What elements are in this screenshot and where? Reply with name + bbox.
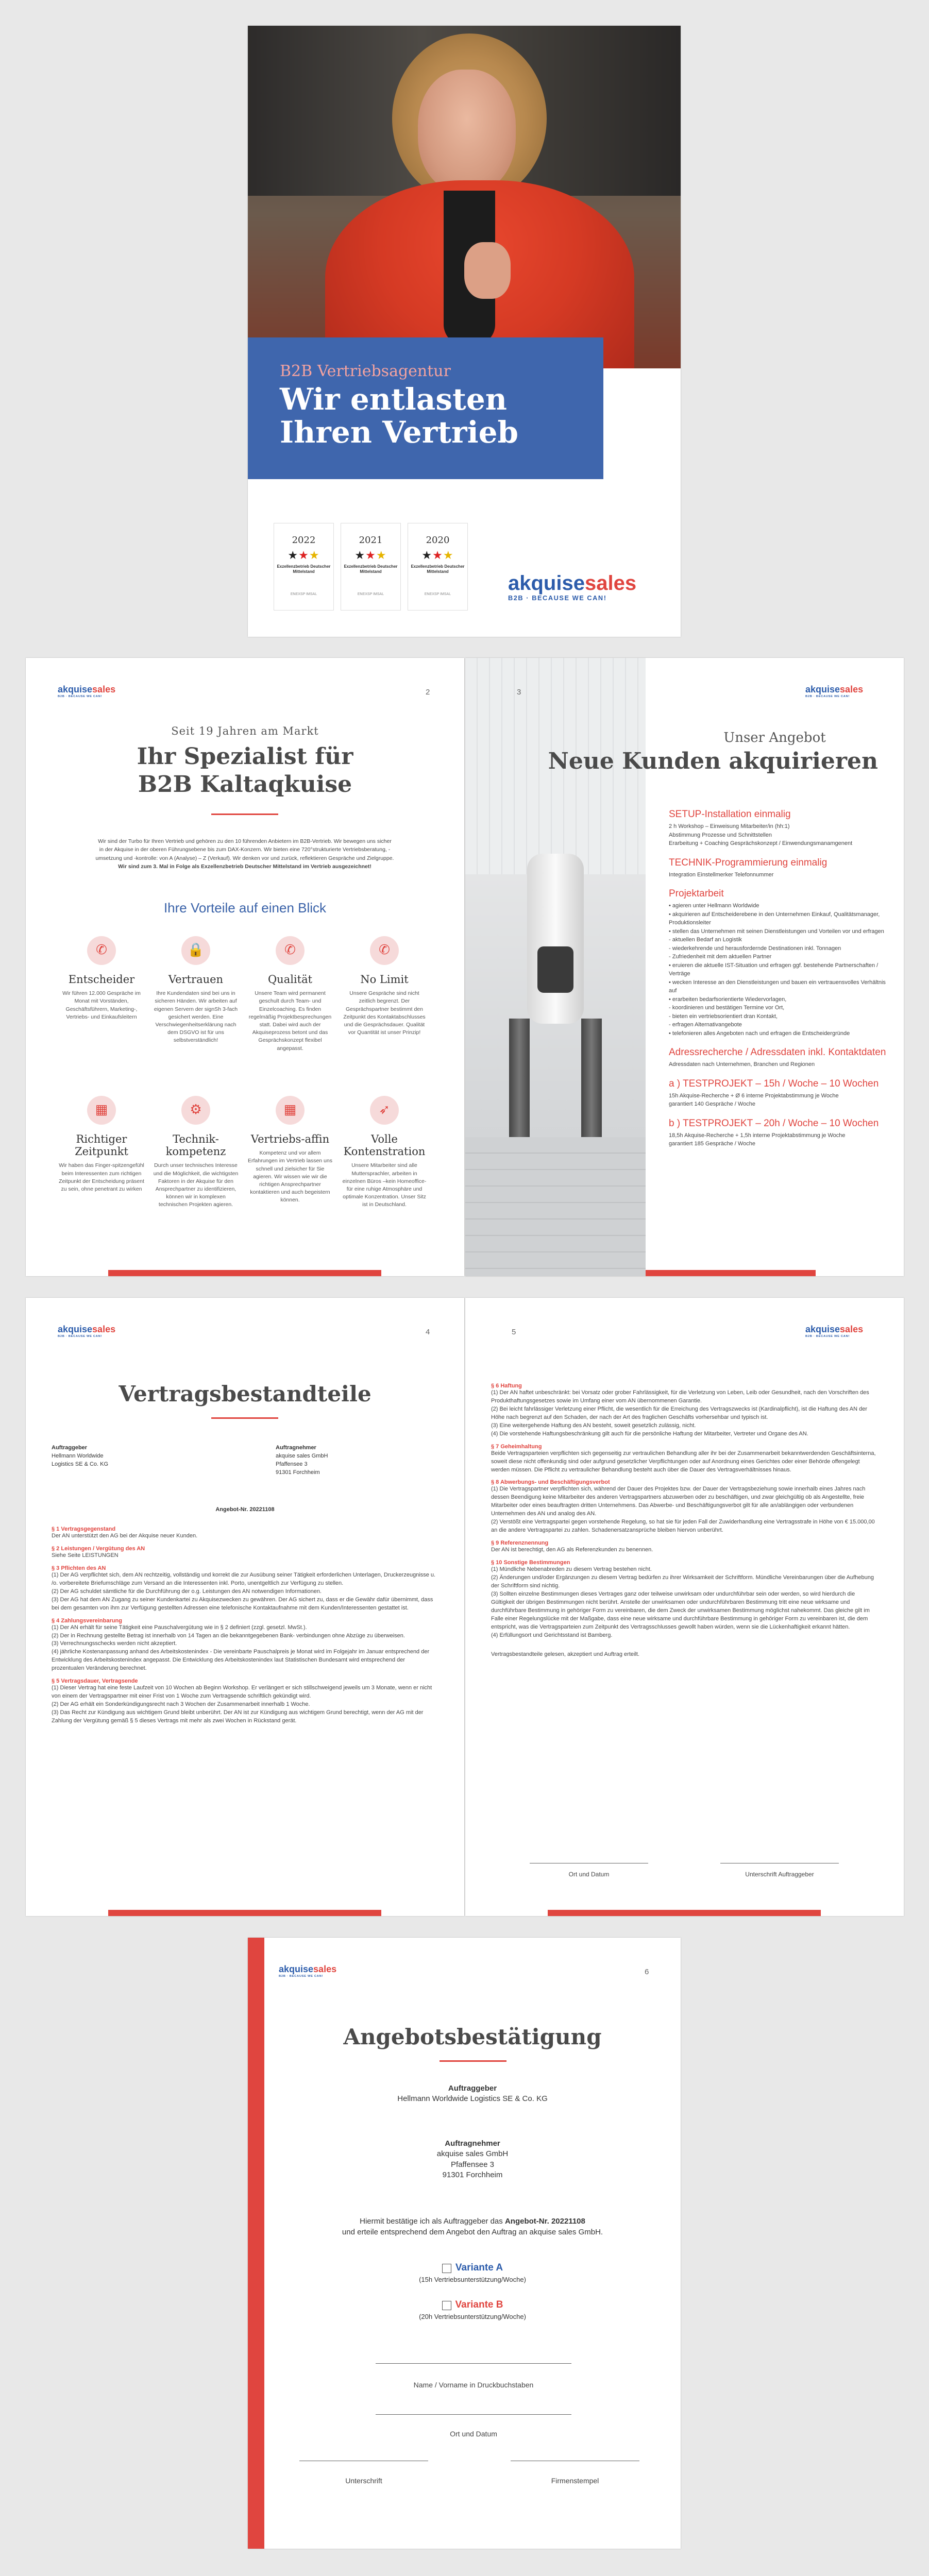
place-date-label: Ort und Datum [450,2430,497,2438]
section-kicker: Unser Angebot [723,730,826,745]
advantage-vertriebsaffin: ▦ Vertriebs-affin Kompetenz und vor allem Erfahrungen im Vertrieb lassen uns schnell und zielsicher für Sie agieren. Wir wissen wie wir die richtigen Ansprechpartner kontaktieren und auch begeistern können. [246,1096,334,1205]
client-block: Auftraggeber Hellmann Worldwide Logistics SE & Co. KG [397,2084,548,2104]
award-badge-2021: 2021 ★★★ Exzellenzbetrieb Deutscher Mittelstand ENEXSP IMSAL [341,523,401,611]
signature-label: Unterschrift [345,2477,382,2485]
client-block: Auftraggeber Hellmann Worldwide Logistics SE & Co. KG [52,1445,109,1467]
footer-bar [108,1270,381,1276]
contract-sections: § 6 Haftung (1) Der AN haftet unbeschränkt: bei Vorsatz oder grober Fahrlässigkeit, für die Verletzung von Leben, Leib oder Gesundheit, nach den Vorschriften des Produkthaftungsgesetzes sowie im Umfang einer vom AN übernommenen Garantie. (2) Bei leicht fahrlässiger Verletzung einer Pflicht, die wesentlich für die Erreichung des Vertragszwecks ist (Kardinalpflicht), ist die Haftung des AN der Höhe nach begrenzt auf den Schaden, der nach der Art des fraglichen Geschäfts vorhersehbar und typisch ist. (3) Eine weitergehende Haftung des AN besteht, soweit gesetzlich zulässig, nicht. (4) Die vorstehende Haftungsbeschränkung gilt auch für die persönliche Haftung der Mitarbeiter, Vertreter und Organe des AN. § 7 Geheimhaltung Beide Vertragsparteien verpflichten sich gegenseitig zur vertraulichen Behandlung aller ihr bei der Zusammenarbeit bekanntwerdenden Geschäftsinterna, soweit diese nicht offenkundig sind oder aufgrund gesetzlicher Verpflichtungen oder auf Anordnung eines Gerichtes oder einer Behörde offengelegt werden müssen. Die Pflicht zu vertraulicher Behandlung besteht auch über die Dauer des Vertragsverhältnisses hinaus. § 8 Abwerbungs- und Beschäftigungsverbot (1) Die Vertragspartner verpflichten sich, während der Dauer des Projektes bzw. der Dauer der Vertragsbeziehung sowie innerhalb eines Jahres nach dessen Beendigung keine Mitarbeiter des anderen Vertragspartners abzuwerben oder zu beschäftigen, und zwar gleichgültig ob als Angestellte, freie Mitarbeiter oder eines beauftragten dritten Unternehmens. Das Abwerbe- und Beschäftigungsverbot gilt für alle an/ablängigen oder verbundenen Unternehmen des AN und analog des AN. (2) Verstößt eine Vertragspartei gegen vorstehende Regelung, so hat sie für jeden Fall der Zuwiderhandlung eine Vertragsstrafe in Höhe von € 15.000,00 an die andere Vertragspartei zu zahlen. Schadenersatzansprüche bleiben hiervon unberührt. § 9 Referenznennung Der AN ist berechtigt, den AG als Referenzkunden zu benennen. § 10 Sonstige Bestimmungen (1) Mündliche Nebenabreden zu diesem Vertrag bestehen nicht. (2) Änderungen und/oder Ergänzungen zu diesem Vertrag bedürfen zu ihrer Wirksamkeit der Schriftform. Mündliche Vereinbarungen über die Aufhebung der Schriftform sind nichtig. (3) Sollten einzelne Bestimmungen dieses Vertrages ganz oder teilweise unwirksam oder undurchführbar sein oder werden, so wird hierdurch die Gültigkeit der übrigen Bestimmungen nicht berührt. Anstelle der unwirksamen oder undurchführbaren Bestimmung tritt eine neue wirksame und durchführbare Bestimmung in gehöriger Form zu vereinbaren, die dem Zweck der unwirksamen Bestimmung möglichst nahekommt. Das gleiche gilt im Falle einer Regelungslücke mit der Maßgabe, dass eine neue wirksame und durchführbare Bestimmung in gehöriger Form zu vereinbaren ist, die dem entspricht, was die Vertragsparteien zum Zeitpunkt des Vertragsschlusses gewollt haben würden, wenn sie die Lückenhaftigkeit erkannt hätten. (4) Erfüllungsort und Gerichtsstand ist Bamberg. Vertragsbestandteile gelesen, akzeptiert und Auftrag erteilt. [491,1378,877,1659]
page-title: Angebotsbestätigung [343,2024,602,2049]
offer-heading: TECHNIK-Programmierung einmalig [669,857,827,868]
variant-b-checkbox[interactable] [442,2301,451,2310]
offer-body: Integration Einstellmerker Telefonnummer [669,871,774,878]
advantage-volle-konzentration: ➶ Volle Kontenstration Unsere Mitarbeiter sind alle Muttersprachler, arbeiten in einzelnen Büros –kein Homeoffice- für eine ruhige Atmosphäre und optimale Konzentration. Unser Sitz ist in Deutschland. [341,1096,428,1209]
advantage-qualitaet: ✆ Qualität Unsere Team wird permanent geschult durch Team- und Einzelcoaching. Es finden regelmäßig Projektbesprechungen statt. Dabei wird auch der Akquiseprozess betont und das Gesprächskonzept flexibel angepasst. [246,936,334,1053]
offer-heading: Projektarbeit [669,888,724,899]
brand-logo: akquisesales B2B · BECAUSE WE CAN! [805,684,864,698]
page-5 [465,1298,904,1916]
title-underline [211,814,278,815]
closing-statement: Vertragsbestandteile gelesen, akzeptiert und Auftrag erteilt. [491,1651,640,1658]
signature-label-client: Unterschrift Auftraggeber [745,1871,814,1878]
cover-photo [248,26,681,368]
place-date-line [376,2414,571,2415]
page-2 [26,658,464,1276]
advantage-no-limit: ✆ No Limit Unsere Gespräche sind nicht zeitlich begrenzt. Der Gesprächspartner bestimmt den Zeitpunkt des Kontaktabschlusses und die Gesprächsdauer. Qualität vor Quantität ist unser Prinzip! [341,936,428,1037]
advantages-heading: Ihre Vorteile auf einen Blick [163,900,327,916]
page-6 [248,1938,681,2549]
brand-logo: akquisesales B2B · BECAUSE WE CAN! [58,1324,116,1338]
page-number: 6 [645,1968,649,1976]
signature-label-place: Ort und Datum [568,1871,610,1878]
cover-headline-line1: Wir entlasten [280,382,507,417]
calendar-icon: ▦ [276,1096,305,1125]
brand-logo: akquisesales B2B · BECAUSE WE CAN! [508,572,637,602]
gear-icon: ⚙ [181,1096,210,1125]
offer-heading: a ) TESTPROJEKT – 15h / Woche – 10 Wochen [669,1078,879,1089]
name-label: Name / Vorname in Druckbuchstaben [413,2381,534,2389]
page-number: 3 [517,688,521,697]
section-kicker: Seit 19 Jahren am Markt [171,725,319,737]
page-title: Vertragsbestandteile [119,1381,371,1406]
contract-sections: § 1 Vertragsgegenstand Der AN unterstützt den AG bei der Akquise neuer Kunden. § 2 Leistungen / Vergütung des AN Siehe Seite LEISTUNGEN § 3 Pflichten des AN (1) Der AG verpflichtet sich, dem AN rechtzeitig, vollständig und korrekt die zur Ausübung seiner Tätigkeit erforderlichen Unterlagen, Druckerzeugnisse u. /o. vorbereitete Briefumschläge zum Versand an die Interessenten inkl. Porto, unentgeltlich zur Verfügung zu stellen. (2) Der AG schuldet sämtliche für die Durchführung der o.g. Leistungen des AN notwendigen Informationen. (3) Der AG hat dem AN Zugang zu seiner Kundenkartei zu Akquisezwecken zu gewähren. Der AG sichert zu, dass er die Gewähr dafür übernimmt, dass bei dem gesamten von ihm zur Verfügung gestellten Adressen eine telefonische Kontaktaufnahme mit dem Kunden/Interessenten gestattet ist. § 4 Zahlungsvereinbarung (1) Der AN erhält für seine Tätigkeit eine Pauschalvergütung wie in § 2 definiert (zzgl. gesetzl. MwSt.). (2) Der in Rechnung gestellte Betrag ist innerhalb von 14 Tagen an die bekanntgegebenen Bank- verbindungen ohne Abzüge zu überweisen. (3) Verrechnungsschecks werden nicht akzeptiert. (4) jährliche Kostenanpassung anhand des Arbeitskostenindex - Die vereinbarte Pauschalpreis je Monat wird im Folgejahr im Januar entsprechend der Entwicklung des Arbeitskostenindex angepasst. Die Entwicklung des Arbeitskostenindex laut Statistischen Bundesamt wird entsprechend der prozentualen Veränderung berechnet. § 5 Vertragsdauer, Vertragsende (1) Dieser Vertrag hat eine feste Laufzeit von 10 Wochen ab Beginn Workshop. Er verlängert er sich stillschweigend jeweils um 3 Monate, wenn er nicht von einem der Vertragspartner mit einer Frist von 1 Woche zum Vertragsende schriftlich gekündigt wird. (2) Der AG erhält ein Sonderkündigungsrecht nach 3 Wochen der Zusammenarbeit innerhalb 1 Woche. (3) Das Recht zur Kündigung aus wichtigem Grund bleibt unberührt. Der AN ist zur Kündigung aus wichtigem Grund berechtigt, wenn der AG mit der Zahlung der Vergütung gemäß § 5 dieses Vertrags mit mehr als zwei Wochen in Rückstand gerät. [52,1526,436,1724]
offer-body: 18,5h Akquise-Recherche + 1,5h interne Projektabstimmung je Woche garantiert 185 Gespräche / Woche [669,1132,846,1147]
contractor-block: Auftragnehmer akquise sales GmbH Pfaffensee 3 91301 Forchheim [276,1445,328,1476]
brand-logo: akquisesales B2B · BECAUSE WE CAN! [805,1324,864,1338]
offer-heading: Adressrecherche / Adressdaten inkl. Kontaktdaten [669,1047,886,1058]
intro-paragraph: Wir sind der Turbo für Ihren Vertrieb und gehören zu den 10 führenden Anbietern im B2B-Vertrieb. Wir bewegen uns sicher in der Akquise in der oberen Führungsebene bis zum DAX-Konzern. Wir bieten eine 720°strukturierte Vertriebsberatung, -umsetzung und -kontrolle: von A (Analyse) – Z (Verkauf). Wir denken vor und zurück, reflektieren Gespräche und Zielgruppe. Wir sind zum 3. Mal in Folge als Exzellenzbetrieb Deutscher Mittelstand im Vertrieb ausgezeichnet! [95,838,394,870]
confirmation-text: Hiermit bestätige ich als Auftraggeber das Angebot-Nr. 20221108 und erteile entsprechend dem Angebot den Auftrag an akquise sales GmbH. [342,2217,603,2236]
page-3 [465,658,904,1276]
name-line [376,2363,571,2364]
offer-list [669,800,890,1148]
award-badge-2022: 2022 ★★★ Exzellenzbetrieb Deutscher Mittelstand ENEXSP IMSAL [274,523,334,611]
stamp-label: Firmenstempel [551,2477,599,2485]
cover-kicker: B2B Vertriebsagentur [280,362,451,380]
offer-body: • agieren unter Hellmann Worldwide • akquirieren auf Entscheiderebene in den Unternehmen Einkauf, Qualitätsmanager, Produktionsleiter • stellen das Unternehmen mit seinen Dienstleistungen und Vorteilen vor und erfragen - aktuellen Bedarf an Logistik - wiederkehrende und herausfordernde Destinationen inkl. Tonnagen - Zufriedenheit mit dem aktuellen Partner • eruieren die aktuelle IST-Situation und erfragen ggf. bestehende Partnerschaften / Verträge • wecken Interesse an den Dienstleistungen und bauen ein vertrauensvolles Verhältnis auf • erarbeiten bedarfsorientierte Wiedervorlagen, - koordinieren und bestätigen Termine vor Ort, - bieten ein vertriebsorientiert dran Kontakt, - erfragen Alternativangebote • telefonieren alles Angeboten nach und erfragen die Entscheidergründe [669,903,886,1037]
page-number: 5 [512,1328,516,1336]
title-underline [440,2060,506,2062]
advantage-vertrauen: 🔒 Vertrauen Ihre Kundendaten sind bei uns in sicheren Händen. Wir arbeiten auf eigenen Servern der signSh 3-fach gesichert werden. Eine Verschwiegenheitserklärung nach dem DSGVO ist für uns selbstverständlich! [152,936,240,1045]
page-title-line1: Ihr Spezialist für [137,743,353,770]
advantage-richtiger-zeitpunkt: ▦ Richtiger Zeitpunkt Wir haben das Finger-spitzengefühl beim Interessenten zum richtigen Zeitpunkt der Entscheidung präsent zu sein, ohne penetrant zu wirken [58,1096,145,1193]
award-badge-2020: 2020 ★★★ Exzellenzbetrieb Deutscher Mittelstand ENEXSP IMSAL [408,523,468,611]
cover-title-box [248,337,603,479]
variant-b-option[interactable]: Variante B (20h Vertriebsunterstützung/Woche) [419,2299,526,2320]
brand-logo: akquisesales B2B · BECAUSE WE CAN! [279,1964,337,1978]
footer-bar [548,1910,821,1916]
offer-body: Adressdaten nach Unternehmen, Branchen und Regionen [669,1061,815,1067]
offer-heading: b ) TESTPROJEKT – 20h / Woche – 10 Wochen [669,1117,879,1129]
page-title-line2: B2B Kaltaqkuise [138,771,352,798]
offer-heading: SETUP-Installation einmalig [669,809,791,820]
footer-bar [108,1910,381,1916]
phone-icon: ✆ [370,936,399,965]
variant-a-checkbox[interactable] [442,2264,451,2273]
cover-page [248,26,681,637]
award-stars-icon: ★★★ [354,549,387,562]
advantage-entscheider: ✆ Entscheider Wir führen 12.000 Gespräche im Monat mit Vorständen, Geschäftsführern, Marketing-, Vertriebs- und Einkaufsleitern [58,936,145,1021]
page-title: Neue Kunden akquirieren [548,748,878,774]
page-number: 2 [426,688,430,697]
lock-icon: 🔒 [181,936,210,965]
phone-icon: ✆ [87,936,116,965]
contractor-block: Auftragnehmer akquise sales GmbH Pfaffensee 3 91301 Forchheim [436,2139,509,2179]
award-stars-icon: ★★★ [288,549,320,562]
advantage-technikkompetenz: ⚙ Technik-kompetenz Durch unser technisches Interesse und die Möglichkeit, die wichtigsten Faktoren in der Akquise für den Ansprechpartner zu identifizieren, können wir in komplexen technischen Projekten agieren. [152,1096,240,1209]
phone-icon: ✆ [276,936,305,965]
offer-body: 2 h Workshop – Einweisung Mitarbeiter/in (hh:1) Abstimmung Prozesse und Schnittstellen Erarbeitung + Coaching Gesprächskonzept / Einwendungsmanamgenent [669,823,853,846]
footer-bar [646,1270,816,1276]
side-bar [248,1938,264,2549]
award-stars-icon: ★★★ [421,549,454,562]
variant-a-option[interactable]: Variante A (15h Vertriebsunterstützung/Woche) [419,2262,526,2283]
page-4 [26,1298,464,1916]
cover-headline-line2: Ihren Vertrieb [280,414,519,450]
brand-logo: akquisesales B2B · BECAUSE WE CAN! [58,684,116,698]
title-underline [211,1417,278,1419]
calendar-icon: ▦ [87,1096,116,1125]
rocket-icon: ➶ [370,1096,399,1125]
page-number: 4 [426,1328,430,1336]
offer-body: 15h Akquise-Recherche + Ø 6 interne Projektabstimmung je Woche garantiert 140 Gespräche / Woche [669,1092,839,1107]
offer-number: Angebot-Nr. 20221108 [215,1506,275,1513]
